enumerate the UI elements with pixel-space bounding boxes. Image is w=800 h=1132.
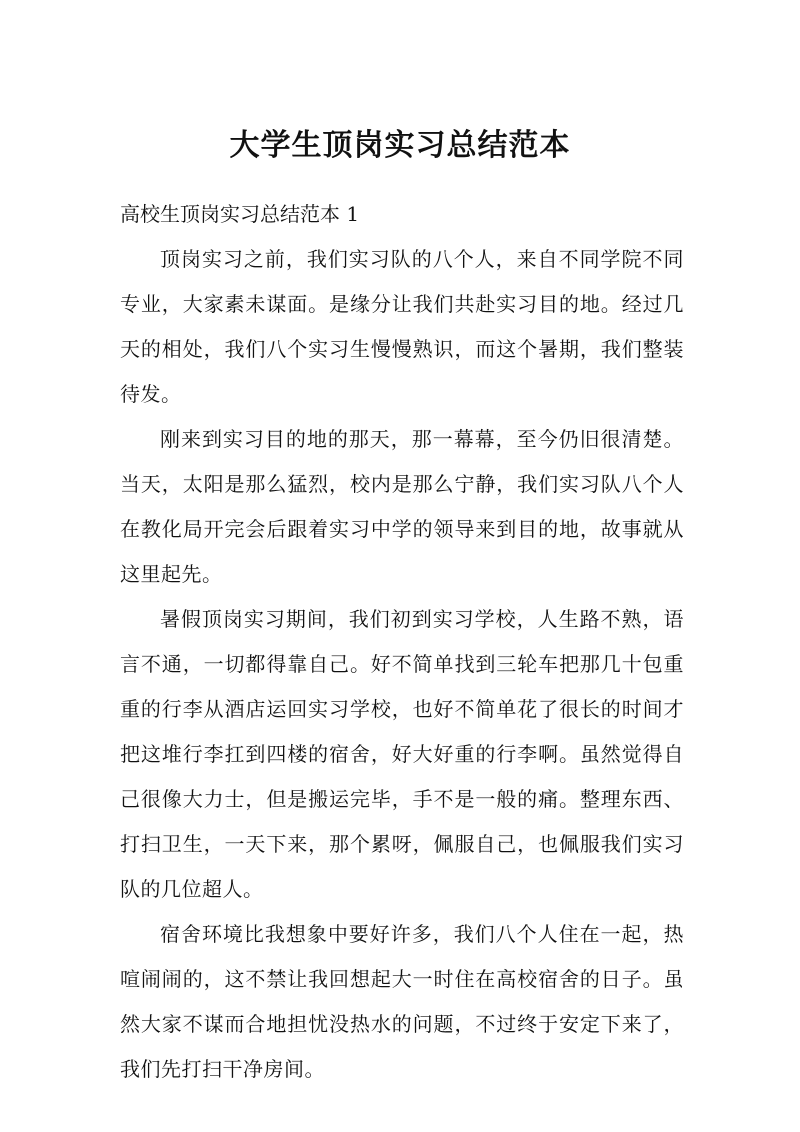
paragraph: 暑假顶岗实习期间，我们初到实习学校，人生路不熟，语言不通，一切都得靠自己。好不简单找到三轮车把那几十包重重的行李从酒店运回实习学校，也好不简单花了很长的时间才把这堆行李扛到四楼的宿舍，好大好重的行李啊。虽然觉得自己很像大力士，但是搬运完毕，手不是一般的痛。整理东西、打扫卫生，一天下来，那个累呀，佩服自己，也佩服我们实习队的几位超人。	[120, 607, 684, 901]
document-body	[120, 237, 684, 1092]
paragraph: 宿舍环境比我想象中要好许多，我们八个人住在一起，热喧闹闹的，这不禁让我回想起大一时住在高校宿舍的日子。虽然大家不谋而合地担忧没热水的问题，不过终于安定下来了，我们先打扫干净房间。	[120, 922, 684, 1081]
document-title: 大学生顶岗实习总结范本	[229, 128, 571, 163]
section-heading: 高校生顶岗实习总结范本 1	[120, 202, 360, 226]
paragraph: 顶岗实习之前，我们实习队的八个人，来自不同学院不同专业，大家素未谋面。是缘分让我们共赴实习目的地。经过几天的相处，我们八个实习生慢慢熟识，而这个暑期，我们整装待发。	[120, 247, 684, 406]
paragraph: 刚来到实习目的地的那天，那一幕幕，至今仍旧很清楚。当天，太阳是那么猛烈，校内是那么宁静，我们实习队八个人在教化局开完会后跟着实习中学的领导来到目的地，故事就从这里起先。	[120, 427, 684, 586]
